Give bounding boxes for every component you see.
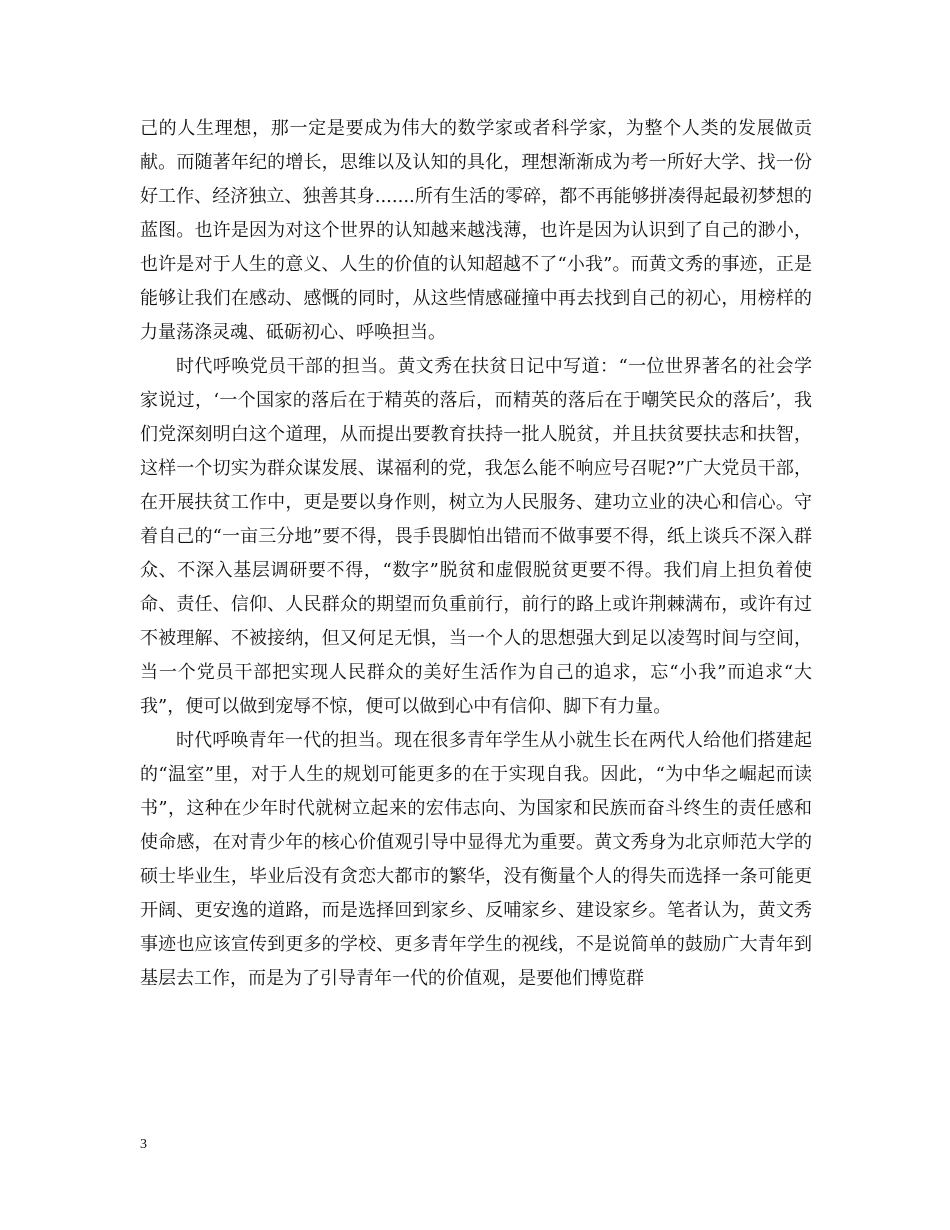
body-text	[140, 112, 812, 996]
page-number: 3	[140, 1137, 147, 1152]
paragraph-2: 时代呼唤党员干部的担当。黄文秀在扶贫日记中写道：“一位世界著名的社会学家说过，‘一个国家的落后在于精英的落后，而精英的落后在于嘲笑民众的落后’，我们党深刻明白这个道理，从而提出要教育扶持一批人脱贫，并且扶贫要扶志和扶智，这样一个切实为群众谋发展、谋福利的党，我怎么能不响应号召呢?”广大党员干部，在开展扶贫工作中，更是要以身作则，树立为人民服务、建功立业的决心和信心。守着自己的“一亩三分地”要不得，畏手畏脚怕出错而不做事要不得，纸上谈兵不深入群众、不深入基层调研要不得，“数字”脱贫和虚假脱贫更要不得。我们肩上担负着使命、责任、信仰、人民群众的期望而负重前行，前行的路上或许荆棘满布，或许有过不被理解、不被接纳，但又何足无惧，当一个人的思想强大到足以凌驾时间与空间，当一个党员干部把实现人民群众的美好生活作为自己的追求，忘“小我”而追求“大我”，便可以做到宠辱不惊，便可以做到心中有信仰、脚下有力量。	[140, 356, 812, 717]
paragraph-1: 己的人生理想，那一定是要成为伟大的数学家或者科学家，为整个人类的发展做贡献。而随著年纪的增长，思维以及认知的具化，理想渐渐成为考一所好大学、找一份好工作、经济独立、独善其身.......所有生活的零碎，都不再能够拼凑得起最初梦想的蓝图。也许是因为对这个世界的认知越来越浅薄，也许是因为认识到了自己的渺小，也许是对于人生的意义、人生的价值的认知超越不了“小我”。而黄文秀的事迹，正是能够让我们在感动、感慨的同时，从这些情感碰撞中再去找到自己的初心，用榜样的力量荡涤灵魂、砥砺初心、呼唤担当。	[140, 118, 812, 343]
paragraph-3: 时代呼唤青年一代的担当。现在很多青年学生从小就生长在两代人给他们搭建起的“温室”里，对于人生的规划可能更多的在于实现自我。因此，“为中华之崛起而读书”，这种在少年时代就树立起来的宏伟志向、为国家和民族而奋斗终生的责任感和使命感，在对青少年的核心价值观引导中显得尤为重要。黄文秀身为北京师范大学的硕士毕业生，毕业后没有贪恋大都市的繁华，没有衡量个人的得失而选择一条可能更开阔、更安逸的道路，而是选择回到家乡、反哺家乡、建设家乡。笔者认为，黄文秀事迹也应该宣传到更多的学校、更多青年学生的视线，不是说简单的鼓励广大青年到基层去工作，而是为了引导青年一代的价值观，是要他们博览群	[140, 730, 812, 989]
